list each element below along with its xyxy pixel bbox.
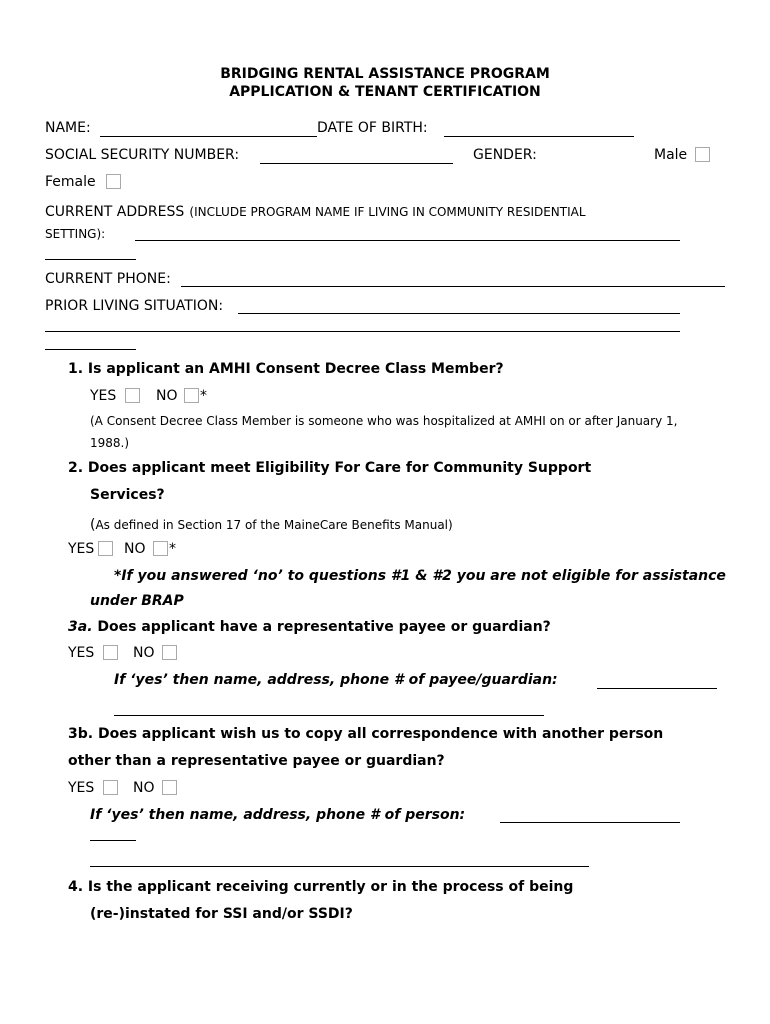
q1-no-checkbox[interactable] — [184, 388, 199, 403]
question-2-line2: Services? — [90, 487, 165, 503]
address-note-cont: SETTING): — [45, 227, 106, 241]
name-field[interactable] — [100, 136, 317, 137]
question-3b-line2: other than a representative payee or guardian? — [68, 753, 445, 769]
prior-living-field-line2[interactable] — [45, 331, 680, 332]
q3a-text: Does applicant have a representative payee or guardian? — [92, 619, 551, 635]
q2-note-text: As defined in Section 17 of the MaineCare Benefits Manual) — [95, 518, 453, 532]
q3b-followup: If ‘yes’ then name, address, phone # of person: — [90, 807, 466, 823]
q3a-payee-field-line1[interactable] — [597, 688, 717, 689]
prior-living-field-line3[interactable] — [45, 349, 136, 350]
q3a-followup: If ‘yes’ then name, address, phone # of payee/guardian: — [114, 672, 558, 688]
question-3b-line1: 3b. Does applicant wish us to copy all correspondence with another person — [68, 726, 664, 742]
q1-no-label: NO — [156, 388, 178, 404]
prior-living-field-line1[interactable] — [238, 313, 680, 314]
q3b-yes-label: YES — [68, 780, 95, 796]
ssn-field[interactable] — [260, 163, 453, 164]
q2-no-checkbox[interactable] — [153, 541, 168, 556]
question-4-line1: 4. Is the applicant receiving currently or in the process of being — [68, 879, 574, 895]
q1-note-line2: 1988.) — [90, 436, 130, 450]
q2-no-asterisk: * — [169, 541, 176, 557]
female-checkbox[interactable] — [106, 174, 121, 189]
eligibility-warning-line2: under BRAP — [90, 593, 184, 609]
q2-no-label: NO — [124, 541, 146, 557]
phone-label: CURRENT PHONE: — [45, 271, 171, 287]
q3a-yes-checkbox[interactable] — [103, 645, 118, 660]
question-2-line1: 2. Does applicant meet Eligibility For Care for Community Support — [68, 460, 592, 476]
prior-living-label: PRIOR LIVING SITUATION: — [45, 298, 224, 314]
dob-field[interactable] — [444, 136, 634, 137]
name-label: NAME: — [45, 120, 91, 136]
q1-yes-label: YES — [90, 388, 117, 404]
male-checkbox[interactable] — [695, 147, 710, 162]
q2-note-paren: ( — [90, 517, 96, 533]
q3b-no-label: NO — [133, 780, 155, 796]
q3a-payee-field-line2[interactable] — [114, 715, 544, 716]
eligibility-warning-line1: *If you answered ‘no’ to questions #1 & #2 you are not eligible for assistance — [114, 568, 726, 584]
form-title-line1: BRIDGING RENTAL ASSISTANCE PROGRAM — [220, 66, 550, 82]
q3b-person-field-line1[interactable] — [500, 822, 680, 823]
question-4-line2: (re-)instated for SSI and/or SSDI? — [90, 906, 353, 922]
q3b-person-field-line2[interactable] — [90, 840, 136, 841]
q1-no-asterisk: * — [200, 388, 207, 404]
q3a-number: 3a. — [68, 619, 93, 635]
address-label: CURRENT ADDRESS — [45, 204, 185, 220]
gender-label: GENDER: — [473, 147, 537, 163]
address-field-line1[interactable] — [135, 240, 680, 241]
q3b-no-checkbox[interactable] — [162, 780, 177, 795]
q3b-person-field-line3[interactable] — [90, 866, 589, 867]
male-label: Male — [654, 147, 688, 163]
q3a-no-checkbox[interactable] — [162, 645, 177, 660]
dob-label: DATE OF BIRTH: — [317, 120, 428, 136]
phone-field[interactable] — [181, 286, 725, 287]
q2-yes-checkbox[interactable] — [98, 541, 113, 556]
q3a-no-label: NO — [133, 645, 155, 661]
q2-yes-label: YES — [68, 541, 95, 557]
form-title-line2: APPLICATION & TENANT CERTIFICATION — [229, 84, 541, 100]
question-3a — [68, 619, 551, 635]
question-1: 1. Is applicant an AMHI Consent Decree Class Member? — [68, 361, 504, 377]
address-label-row — [45, 201, 586, 220]
address-note: (INCLUDE PROGRAM NAME IF LIVING IN COMMUNITY RESIDENTIAL — [189, 205, 586, 219]
address-field-line2[interactable] — [45, 259, 136, 260]
q3a-yes-label: YES — [68, 645, 95, 661]
ssn-label: SOCIAL SECURITY NUMBER: — [45, 147, 240, 163]
q2-note — [90, 514, 453, 533]
q1-note-line1: (A Consent Decree Class Member is someone who was hospitalized at AMHI on or after January 1, — [90, 414, 678, 428]
q3b-yes-checkbox[interactable] — [103, 780, 118, 795]
female-label: Female — [45, 174, 96, 190]
q1-yes-checkbox[interactable] — [125, 388, 140, 403]
